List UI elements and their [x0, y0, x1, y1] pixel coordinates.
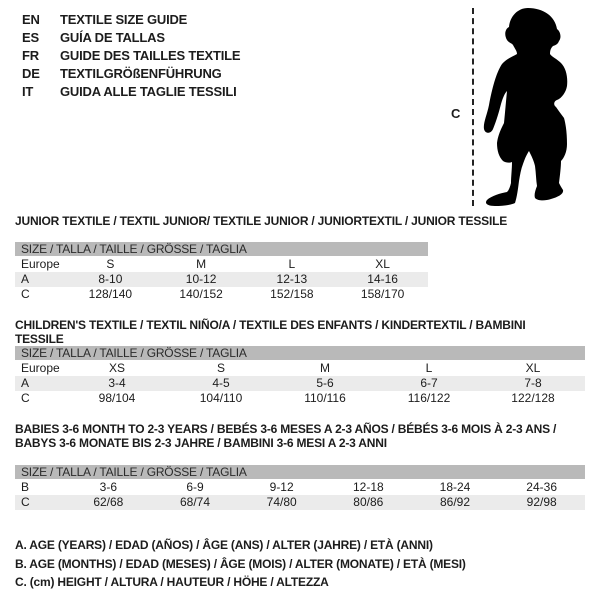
table-cell: 98/104: [98, 391, 136, 405]
row-label: Europe: [21, 361, 60, 375]
table-cell: 68/74: [179, 495, 210, 509]
table-cell: 14-16: [367, 272, 398, 286]
guide-title-text: TEXTILE SIZE GUIDE: [60, 12, 188, 27]
section-title-junior: JUNIOR TEXTILE / TEXTIL JUNIOR/ TEXTILE JUNIOR / JUNIORTEXTIL / JUNIOR TESSILE: [15, 214, 508, 228]
guide-title-text: TEXTILGRÖßENFÜHRUNG: [60, 66, 222, 81]
guide-title-text: GUIDA ALLE TAGLIE TESSILI: [60, 84, 237, 99]
language-code: FR: [22, 48, 39, 63]
table-row: [15, 287, 428, 302]
table-cell: 74/80: [266, 495, 297, 509]
table-cell: XS: [108, 361, 125, 375]
table-cell: 7-8: [524, 376, 542, 390]
language-title-block: [22, 11, 240, 101]
guide-title-text: GUÍA DE TALLAS: [60, 30, 165, 45]
guide-title-text: GUIDE DES TAILLES TEXTILE: [60, 48, 241, 63]
row-label: C: [21, 287, 30, 301]
table-cell: 3-4: [108, 376, 126, 390]
table-cell: 62/68: [93, 495, 124, 509]
table-cell: XL: [375, 257, 390, 271]
table-row: [15, 391, 585, 406]
language-row: [22, 65, 240, 83]
table-cell: M: [196, 257, 207, 271]
table-cell: 158/170: [360, 287, 405, 301]
table-cell: 122/128: [511, 391, 555, 405]
size-table-junior: [15, 242, 428, 302]
table-row: [15, 361, 585, 376]
table-cell: M: [320, 361, 330, 375]
table-cell: 140/152: [179, 287, 223, 301]
footnote-line: C. (cm) HEIGHT / ALTURA / HAUTEUR / HÖHE / ALTEZZA: [15, 575, 329, 589]
table-cell: 5-6: [316, 376, 334, 390]
height-measure-label: C: [451, 106, 461, 121]
table-cell: 8-10: [98, 272, 123, 286]
language-row: [22, 47, 240, 65]
table-cell: 6-7: [420, 376, 438, 390]
language-code: IT: [22, 84, 34, 99]
table-row: [15, 480, 585, 495]
language-row: [22, 11, 240, 29]
table-cell: 110/116: [304, 391, 346, 405]
table-cell: 128/140: [88, 287, 133, 301]
row-label: Europe: [21, 257, 60, 271]
language-code: DE: [22, 66, 40, 81]
row-label: A: [21, 272, 30, 286]
table-cell: L: [288, 257, 296, 271]
table-cell: XL: [525, 361, 541, 375]
table-row: [15, 257, 428, 272]
size-header-bar: SIZE / TALLA / TAILLE / GRÖSSE / TAGLIA: [15, 242, 428, 256]
table-cell: 18-24: [439, 480, 471, 494]
row-label: C: [21, 391, 30, 405]
language-row: [22, 29, 240, 47]
table-cell: 12-13: [276, 272, 308, 286]
table-cell: L: [425, 361, 433, 375]
table-cell: 3-6: [99, 480, 117, 494]
table-cell: 24-36: [526, 480, 557, 494]
table-cell: 12-18: [352, 480, 384, 494]
table-row: [15, 272, 428, 287]
table-cell: S: [216, 361, 225, 375]
table-cell: S: [106, 257, 115, 271]
table-cell: 92/98: [526, 495, 557, 509]
language-row: [22, 83, 240, 101]
size-header-bar: SIZE / TALLA / TAILLE / GRÖSSE / TAGLIA: [15, 346, 585, 360]
size-table-babies: [15, 465, 585, 510]
section-title-babies: BABIES 3-6 MONTH TO 2-3 YEARS / BEBÉS 3-6 MESES A 2-3 AÑOS / BÉBÉS 3-6 MOIS À 2-3 ANS / BABYS 3-6 MONATE BIS 2-3 JAHRE / BAMBINI 3-6 MESI A 2-3 ANNI: [15, 422, 557, 450]
size-table-children: [15, 346, 585, 406]
table-cell: 80/86: [353, 495, 384, 509]
table-cell: 6-9: [186, 480, 204, 494]
toddler-silhouette-figure: [479, 3, 594, 211]
language-code: ES: [22, 30, 39, 45]
table-cell: 116/122: [407, 391, 451, 405]
table-cell: 9-12: [269, 480, 294, 494]
footnote-line: B. AGE (MONTHS) / EDAD (MESES) / ÂGE (MOIS) / ALTER (MONATE) / ETÀ (MESI): [15, 556, 466, 571]
height-measure-dashed-line: [472, 8, 474, 206]
size-header-bar: SIZE / TALLA / TAILLE / GRÖSSE / TAGLIA: [15, 465, 585, 479]
row-label: C: [21, 495, 30, 509]
table-cell: 104/110: [199, 391, 243, 405]
footnote-line: A. AGE (YEARS) / EDAD (AÑOS) / ÂGE (ANS) / ALTER (JAHRE) / ETÀ (ANNI): [15, 538, 433, 552]
table-cell: 86/92: [439, 495, 470, 509]
row-label: B: [21, 480, 30, 494]
row-label: A: [21, 376, 30, 390]
table-row: [15, 495, 585, 510]
table-cell: 152/158: [270, 287, 314, 301]
language-code: EN: [22, 12, 40, 27]
table-cell: 10-12: [185, 272, 217, 286]
section-title-children: CHILDREN'S TEXTILE / TEXTIL NIÑO/A / TEXTILE DES ENFANTS / KINDERTEXTIL / BAMBINI TESSILE: [15, 318, 526, 346]
footnotes-block: [15, 536, 466, 592]
table-cell: 4-5: [212, 376, 230, 390]
table-row: [15, 376, 585, 391]
